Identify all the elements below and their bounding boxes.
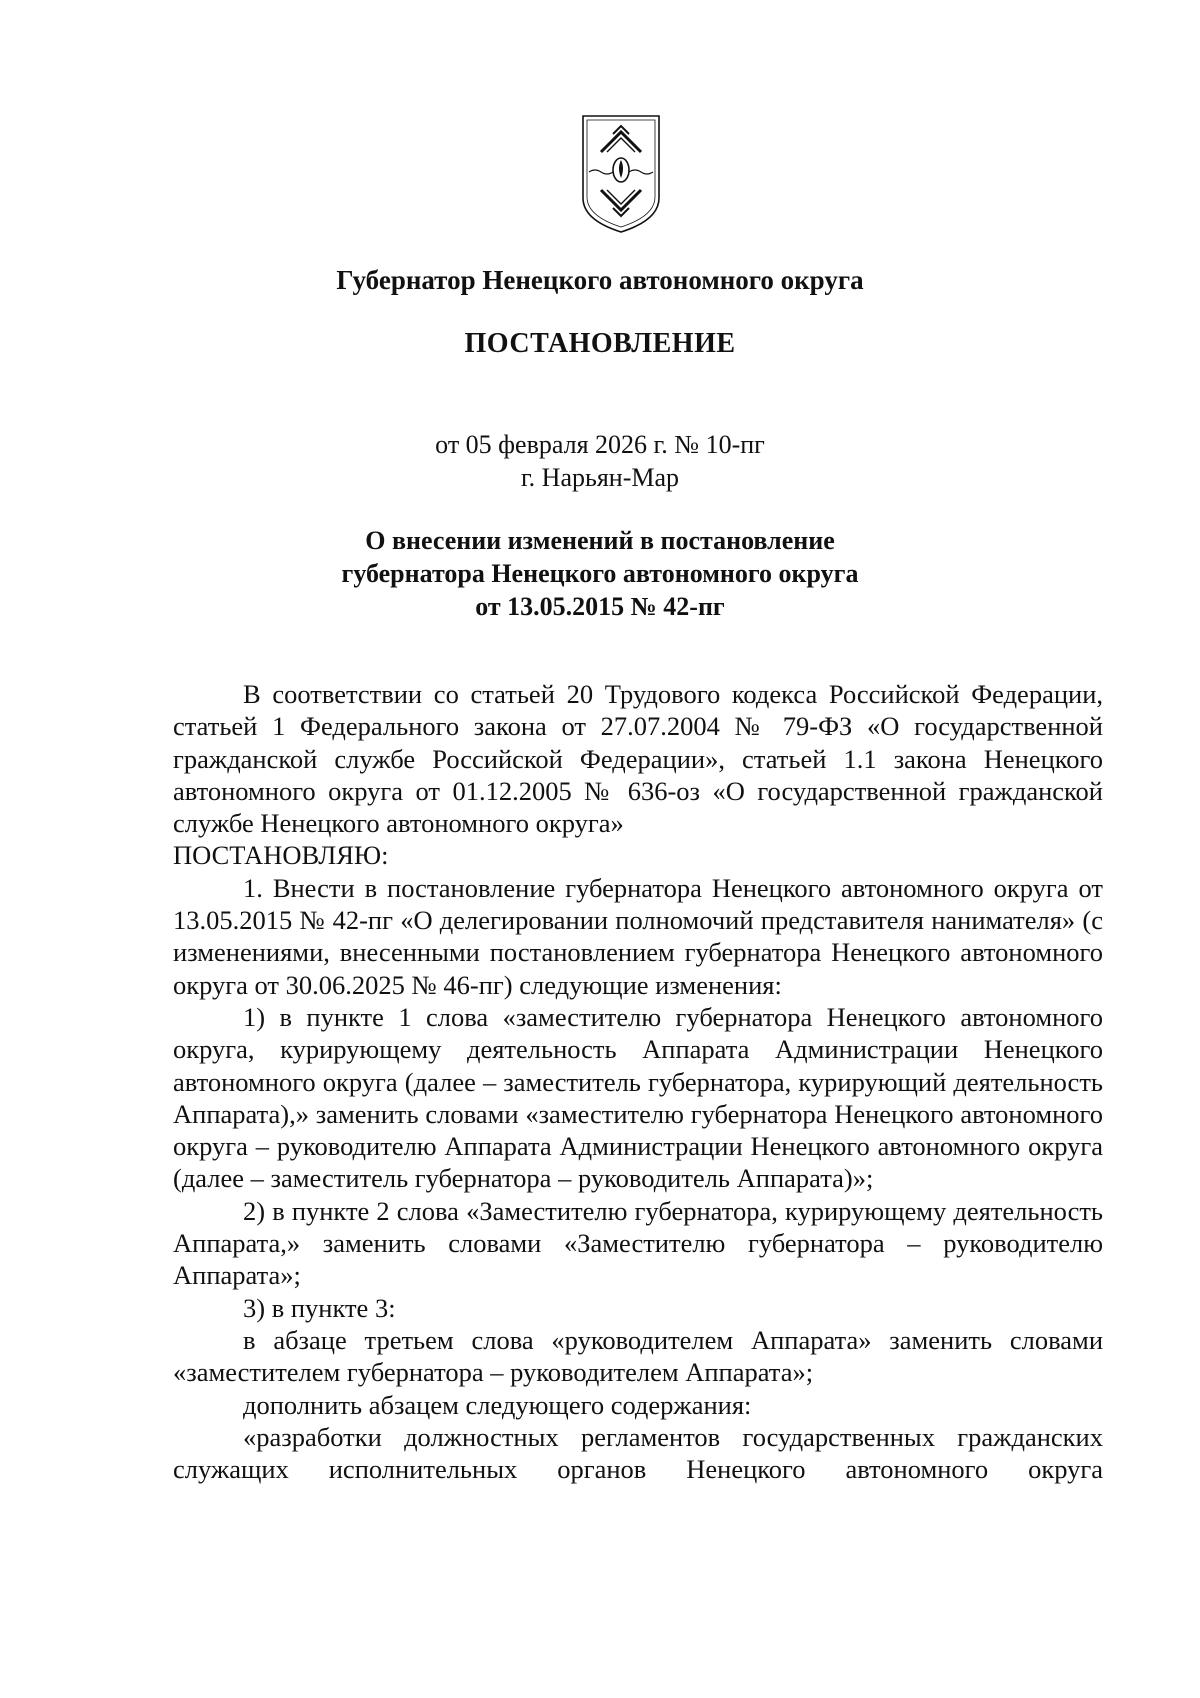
item-1-paragraph: 1. Внести в постановление губернатора Ненецкого автономного округа от 13.05.2015 № 42-пг «О делегировании полномочий представителя нанимателя» (с изменениями, внесенными постановлением губернатора Ненецкого автономного округа от 30.06.2025 № 46-пг) следующие изменения:: [173, 872, 1103, 1000]
title-line-3: от 13.05.2015 № 42-пг: [475, 592, 725, 621]
subitem-3-paragraph: 3) в пункте 3:: [243, 1292, 396, 1323]
subitem-3a-paragraph: в абзаце третьем слова «руководителем Аппарата» заменить словами «заместителем губернатора – руководителем Аппарата»;: [173, 1324, 1103, 1388]
date-number: от 05 февраля 2026 г. № 10-пг: [435, 430, 765, 459]
decree-word: ПОСТАНОВЛЯЮ:: [173, 840, 389, 871]
subitem-3b-paragraph: дополнить абзацем следующего содержания:: [243, 1389, 752, 1420]
coat-of-arms-icon: [579, 112, 663, 236]
subitem-2-paragraph: 2) в пункте 2 слова «Заместителю губернатора, курирующему деятельность Аппарата,» заменить словами «Заместителю губернатора – руководителю Аппарата»;: [173, 1195, 1103, 1291]
subitem-3c-paragraph: «разработки должностных регламентов государственных гражданских служащих исполнительных органов Ненецкого автономного округа: [173, 1421, 1103, 1485]
document-body: [173, 678, 1103, 1485]
title-line-1: О внесении изменений в постановление: [365, 526, 835, 555]
city: г. Нарьян-Мар: [520, 463, 680, 492]
preamble-paragraph: В соответствии со статьей 20 Трудового кодекса Российской Федерации, статьей 1 Федерального закона от 27.07.2004 № 79-ФЗ «О государственной гражданской службе Российской Федерации», статьей 1.1 закона Ненецкого автономного округа от 01.12.2005 № 636-оз «О государственной гражданской службе Ненецкого автономного округа»: [173, 679, 1103, 839]
document-title: [0, 524, 1200, 623]
title-line-2: губернатора Ненецкого автономного округа: [341, 559, 859, 588]
subitem-1-paragraph: 1) в пункте 1 слова «заместителю губернатора Ненецкого автономного округа, курирующему деятельность Аппарата Администрации Ненецкого автономного округа (далее – заместитель губернатора, курирующий деятельность Аппарата),» заменить словами «заместителю губернатора Ненецкого автономного округа – руководителю Аппарата Администрации Ненецкого автономного округа (далее – заместитель губернатора – руководитель Аппарата)»;: [173, 1001, 1103, 1194]
document-type: ПОСТАНОВЛЕНИЕ: [464, 328, 736, 359]
issuing-authority: Губернатор Ненецкого автономного округа: [336, 265, 864, 295]
date-and-place: [0, 428, 1200, 494]
